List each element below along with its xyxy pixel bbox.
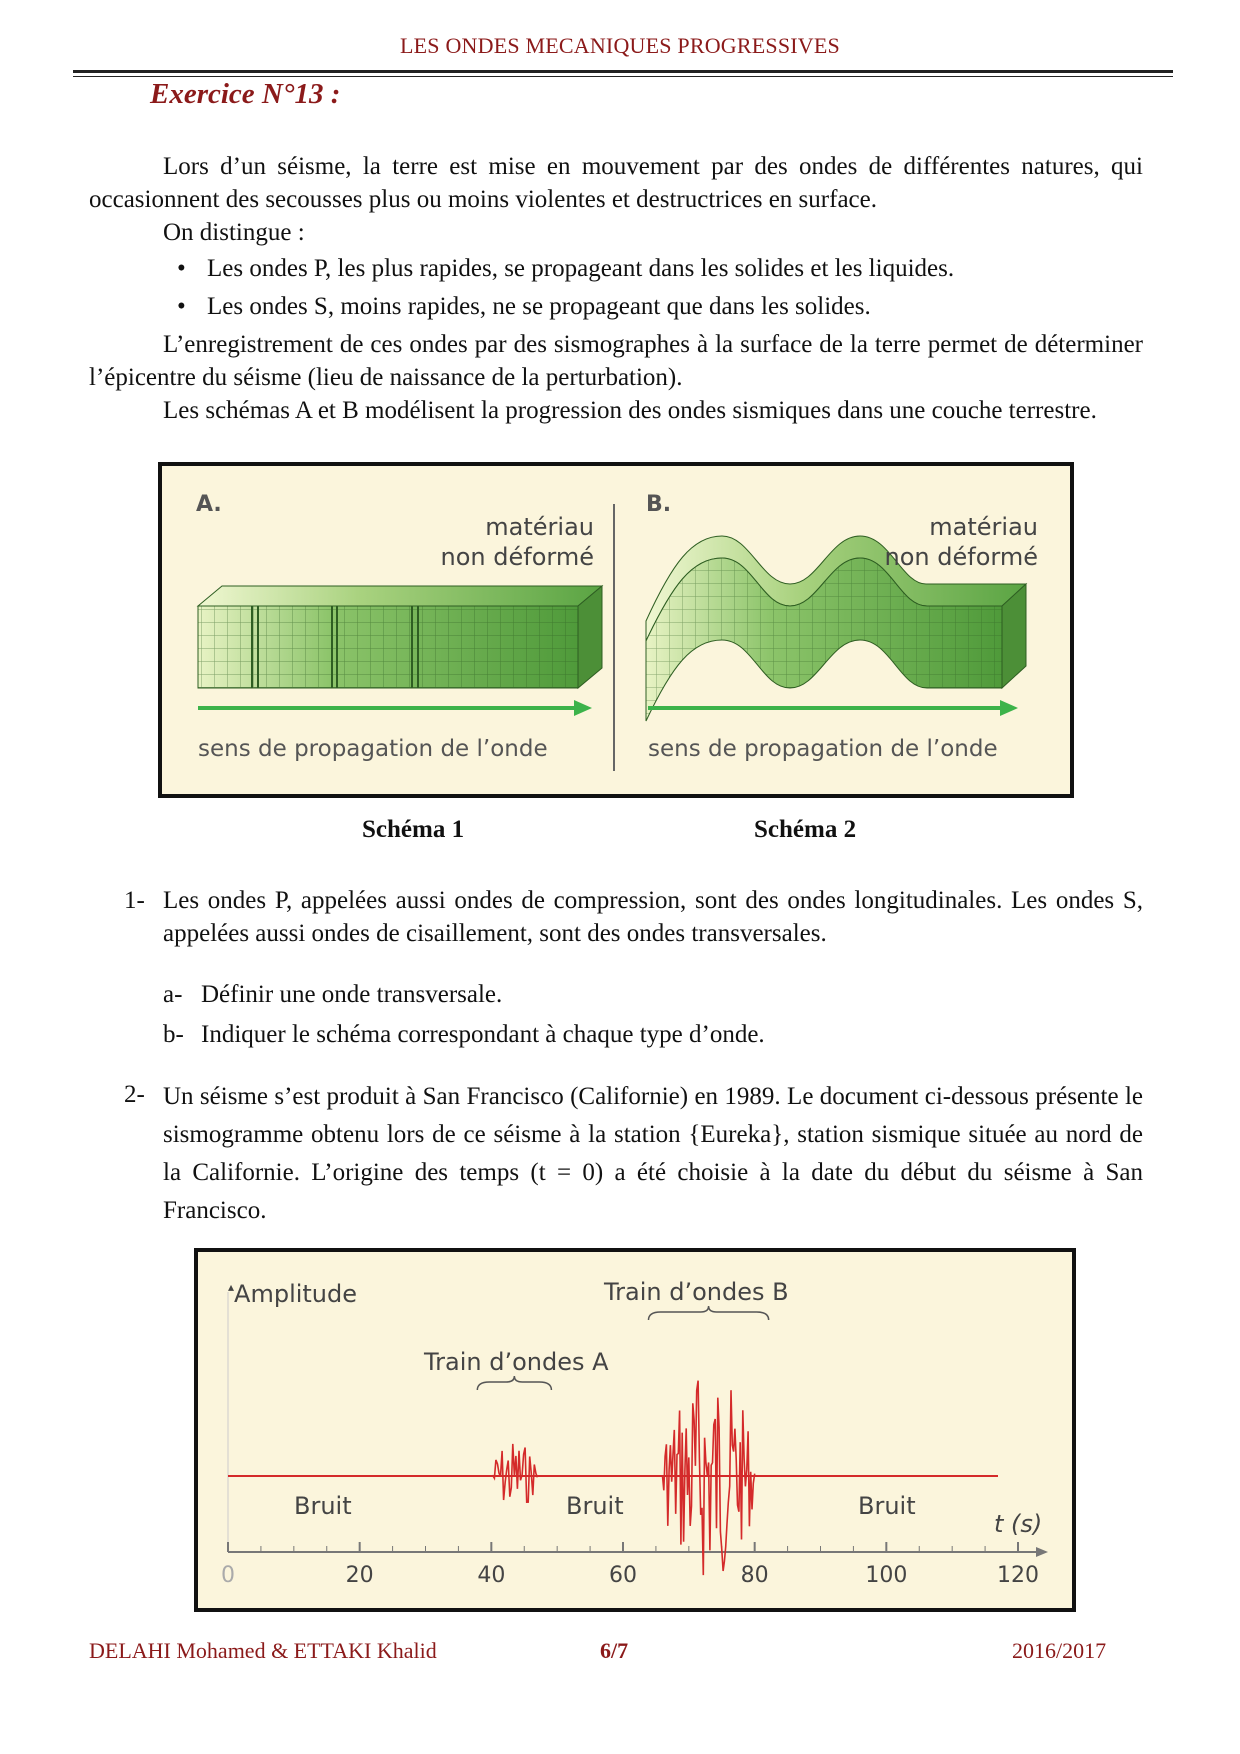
panel-a-arrow-head: [574, 700, 592, 716]
question-2-text: Un séisme s’est produit à San Francisco (Californie) en 1989. Le document ci-dessous présente le sismogramme obtenu lors de ce séisme à la station {Eureka}, station sismique située au nord de la Californie. L’origine des temps (t = 0) a été choisie à la date du début du séisme à San Francisco.: [163, 1083, 1143, 1224]
x-tick-label: 40: [477, 1563, 506, 1588]
bullet-text-2: Les ondes S, moins rapides, ne se propageant que dans les solides.: [207, 293, 871, 320]
train-a-brace: [477, 1376, 551, 1390]
bullet-text-1: Les ondes P, les plus rapides, se propageant dans les solides et les liquides.: [207, 255, 955, 282]
schema-1-caption: Schéma 1: [362, 816, 465, 843]
noise-label-3: Bruit: [858, 1492, 916, 1520]
question-1-text: Les ondes P, appelées aussi ondes de compression, sont des ondes longitudinales. Les ondes S, appelées aussi ondes de cisaillement, sont des ondes transversales.: [163, 887, 1143, 947]
panel-b-propagation-label: sens de propagation de l’onde: [648, 736, 998, 762]
panel-a-propagation-label: sens de propagation de l’onde: [198, 736, 548, 762]
train-a-label: Train d’ondes A: [424, 1348, 609, 1376]
panel-b-label: B.: [646, 492, 672, 517]
x-tick-label: 80: [740, 1563, 769, 1588]
panel-a-material-line1: matériau: [485, 513, 594, 541]
page-header-title: LES ONDES MECANIQUES PROGRESSIVES: [400, 33, 840, 58]
question-1-number: 1-: [124, 887, 145, 914]
wave-train-a: [491, 1444, 537, 1502]
train-b-brace: [649, 1306, 769, 1320]
panel-a-block: [198, 586, 602, 688]
bullet-item-2: [177, 290, 871, 323]
panel-a-material-line2: non déformé: [440, 543, 594, 571]
x-tick-label: 60: [609, 1563, 637, 1588]
bullet-icon: •: [177, 293, 186, 320]
header-rule-thin: [73, 76, 1173, 77]
question-2-number: 2-: [124, 1081, 145, 1108]
x-tick-label: 120: [997, 1563, 1039, 1588]
intro-paragraph-4: Les schémas A et B modélisent la progression des ondes sismiques dans une couche terrestre.: [163, 397, 1097, 424]
intro-paragraph-3: L’enregistrement de ces ondes par des sismographes à la surface de la terre permet de déterminer l’épicentre du séisme (lieu de naissance de la perturbation).: [89, 331, 1143, 391]
bullet-item-1: [177, 252, 955, 285]
intro-paragraph-1: Lors d’un séisme, la terre est mise en mouvement par des ondes de différentes natures, qui occasionnent des secousses plus ou moins violentes et destructrices en surface.: [89, 153, 1143, 213]
y-axis-label-text: Amplitude: [234, 1280, 358, 1308]
question-1a-label: a-: [163, 981, 183, 1008]
panel-b-material-line2: non déformé: [884, 543, 1038, 571]
x-tick-label: 20: [345, 1563, 374, 1588]
seismogram-figure: [194, 1248, 1076, 1612]
x-tick-label: 0: [221, 1563, 235, 1588]
header-rule-thick: [73, 70, 1173, 73]
panel-b-material-line1: matériau: [929, 513, 1038, 541]
exercise-title: Exercice N°13 :: [150, 78, 341, 110]
question-1b-text: Indiquer le schéma correspondant à chaque type d’onde.: [201, 1021, 765, 1048]
bullet-icon: •: [177, 255, 186, 282]
y-axis-arrow-icon: ▴: [228, 1280, 235, 1294]
x-axis-label: t (s): [994, 1510, 1043, 1538]
footer-authors: DELAHI Mohamed & ETTAKI Khalid: [89, 1638, 437, 1663]
noise-label-1: Bruit: [294, 1492, 352, 1520]
intro-paragraph-2: On distingue :: [163, 219, 305, 246]
x-tick-label: 100: [865, 1563, 908, 1588]
question-1b-label: b-: [163, 1021, 184, 1048]
x-axis-arrow-icon: [1036, 1547, 1048, 1557]
question-1a-text: Définir une onde transversale.: [201, 981, 503, 1008]
y-axis-label: [228, 1280, 357, 1308]
panel-b-material-text: [806, 512, 1038, 572]
schema-2-caption: Schéma 2: [754, 816, 857, 843]
panel-b-arrow-head: [1000, 700, 1018, 716]
footer-page-number: 6/7: [600, 1638, 629, 1663]
wave-train-b: [663, 1381, 755, 1576]
wave-schema-figure: [158, 462, 1074, 798]
panel-a-label: A.: [196, 492, 222, 517]
train-b-label: Train d’ondes B: [604, 1278, 789, 1306]
footer-year: 2016/2017: [1012, 1638, 1107, 1663]
noise-label-2: Bruit: [566, 1492, 624, 1520]
panel-a-material-text: [362, 512, 594, 572]
